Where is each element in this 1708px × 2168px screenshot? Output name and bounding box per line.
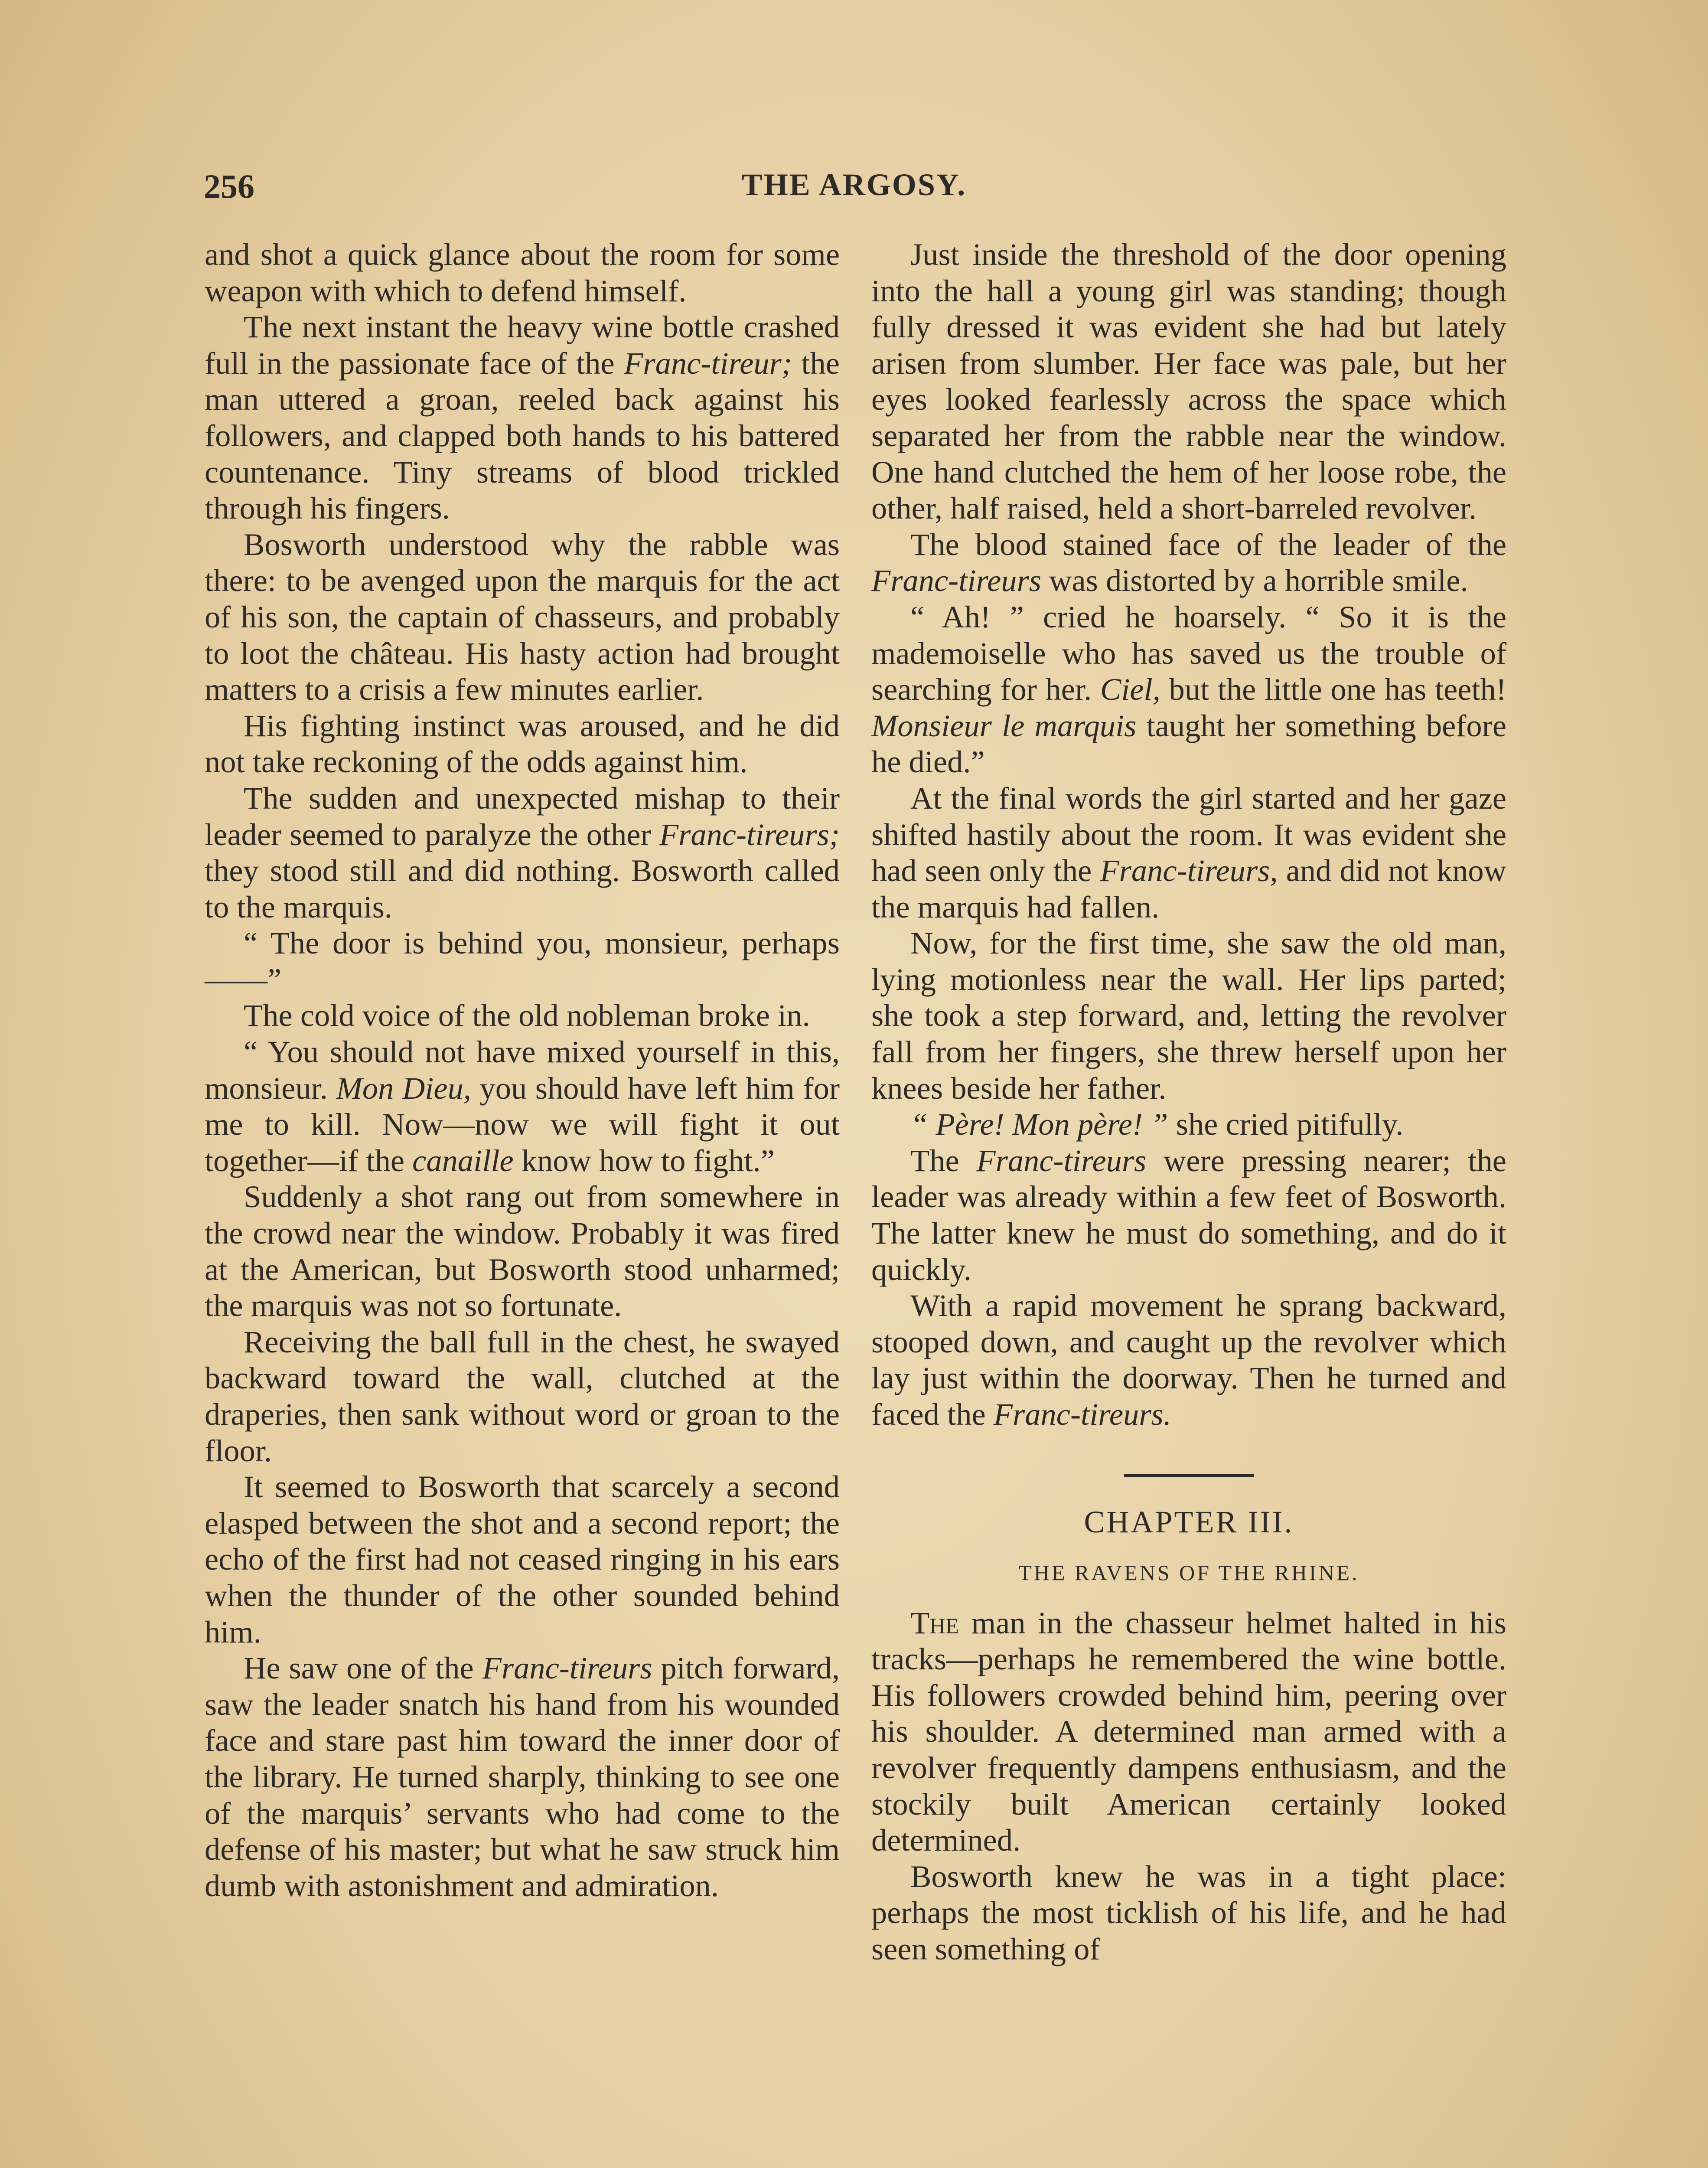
paragraph: His fighting instinct was aroused, and he did not take reckoning of the odds against him. — [205, 708, 840, 780]
page-number: 256 — [204, 167, 254, 205]
chapter-title: CHAPTER III. — [1084, 1504, 1294, 1539]
paragraph: Suddenly a shot rang out from somewhere in the crowd near the window. Probably it was fired at the American, but Bosworth stood unharmed; the marquis was not so fortunate. — [205, 1179, 840, 1323]
paragraph: At the final words the girl started and her gaze shifted hastily about the room. It was evident she had seen only the Franc-tireurs, and did not know the marquis had fallen. — [871, 780, 1507, 924]
paragraph: The blood stained face of the leader of the Franc-tireurs was distorted by a horrible smile. — [871, 526, 1506, 598]
chapter-subtitle: THE RAVENS OF THE RHINE. — [1018, 1560, 1359, 1585]
paragraph: Now, for the first time, she saw the old man, lying motionless near the wall. Her lips parted; she took a step forward, and, letting the revolver fall from her fingers, she threw herself upon her knees beside her father. — [871, 925, 1506, 1106]
paragraph: The next instant the heavy wine bottle crashed full in the passionate face of the Franc-tireur; the man uttered a groan, reeled back against his followers, and clapped both hands to his battered countenance. Tiny streams of blood trickled through his fingers. — [205, 309, 840, 526]
paragraph: “ You should not have mixed yourself in this, monsieur. Mon Dieu, you should have left him for me to kill. Now—now we will fight it out together—if the canaille know how to fight.” — [205, 1034, 840, 1178]
right-column — [871, 236, 1506, 1967]
paragraph: Just inside the threshold of the door opening into the hall a young girl was standing; though fully dressed it was evident she had but lately arisen from slumber. Her face was pale, but her eyes looked fearlessly across the space which separated her from the rabble near the window. One hand clutched the hem of her loose robe, the other, half raised, held a short-barreled revolver. — [871, 237, 1506, 526]
paragraph: “ The door is behind you, monsieur, perhaps——” — [205, 925, 840, 997]
paragraph: The sudden and unexpected mishap to their leader seemed to paralyze the other Franc-tireurs; they stood still and did nothing. Bosworth called to the marquis. — [205, 780, 840, 924]
left-column — [205, 236, 840, 1904]
running-head: THE ARGOSY. — [741, 167, 967, 202]
page-header — [204, 167, 1504, 215]
paragraph: He saw one of the Franc-tireurs pitch forward, saw the leader snatch his hand from his wounded face and stare past him toward the inner door of the library. He turned sharply, thinking to see one of the marquis’ servants who had come to the defense of his master; but what he saw struck him dumb with astonishment and admiration. — [205, 1650, 840, 1903]
right-column-text-before-chapter — [871, 236, 1506, 1433]
paragraph: The Franc-tireurs were pressing nearer; the leader was already within a few feet of Bosworth. The latter knew he must do something, and do it quickly. — [871, 1143, 1506, 1287]
chapter-divider-rule — [1124, 1474, 1254, 1477]
paragraph: The man in the chasseur helmet halted in his tracks—perhaps he remembered the wine bottle. His followers crowded behind him, peering over his shoulder. A determined man armed with a revolver frequently dampens enthusiasm, and the stockily built American certainly looked determined. — [871, 1605, 1506, 1858]
paragraph: With a rapid movement he sprang backward, stooped down, and caught up the revolver which lay just within the doorway. Then he turned and faced the Franc-tireurs. — [871, 1288, 1506, 1432]
paragraph: Bosworth knew he was in a tight place: perhaps the most ticklish of his life, and he had seen something of — [871, 1858, 1506, 1966]
paragraph: and shot a quick glance about the room for some weapon with which to defend himself. — [205, 237, 840, 308]
paragraph: “ Père! Mon père! ” she cried pitifully. — [910, 1107, 1404, 1142]
right-column-text-after-chapter — [871, 1605, 1506, 1967]
paragraph: The cold voice of the old nobleman broke in. — [244, 998, 810, 1033]
paragraph: “ Ah! ” cried he hoarsely. “ So it is the mademoiselle who has saved us the trouble of searching for her. Ciel, but the little one has teeth! Monsieur le marquis taught her something before he died.” — [871, 599, 1506, 780]
paragraph: It seemed to Bosworth that scarcely a second elasped between the shot and a second report; the echo of the first had not ceased ringing in his ears when the thunder of the other sounded behind him. — [205, 1469, 840, 1649]
paragraph: Receiving the ball full in the chest, he swayed backward toward the wall, clutched at the draperies, then sank without word or groan to the floor. — [205, 1324, 840, 1468]
paragraph: Bosworth understood why the rabble was there: to be avenged upon the marquis for the act of his son, the captain of chasseurs, and probably to loot the château. His hasty action had brought matters to a crisis a few minutes earlier. — [205, 526, 840, 707]
